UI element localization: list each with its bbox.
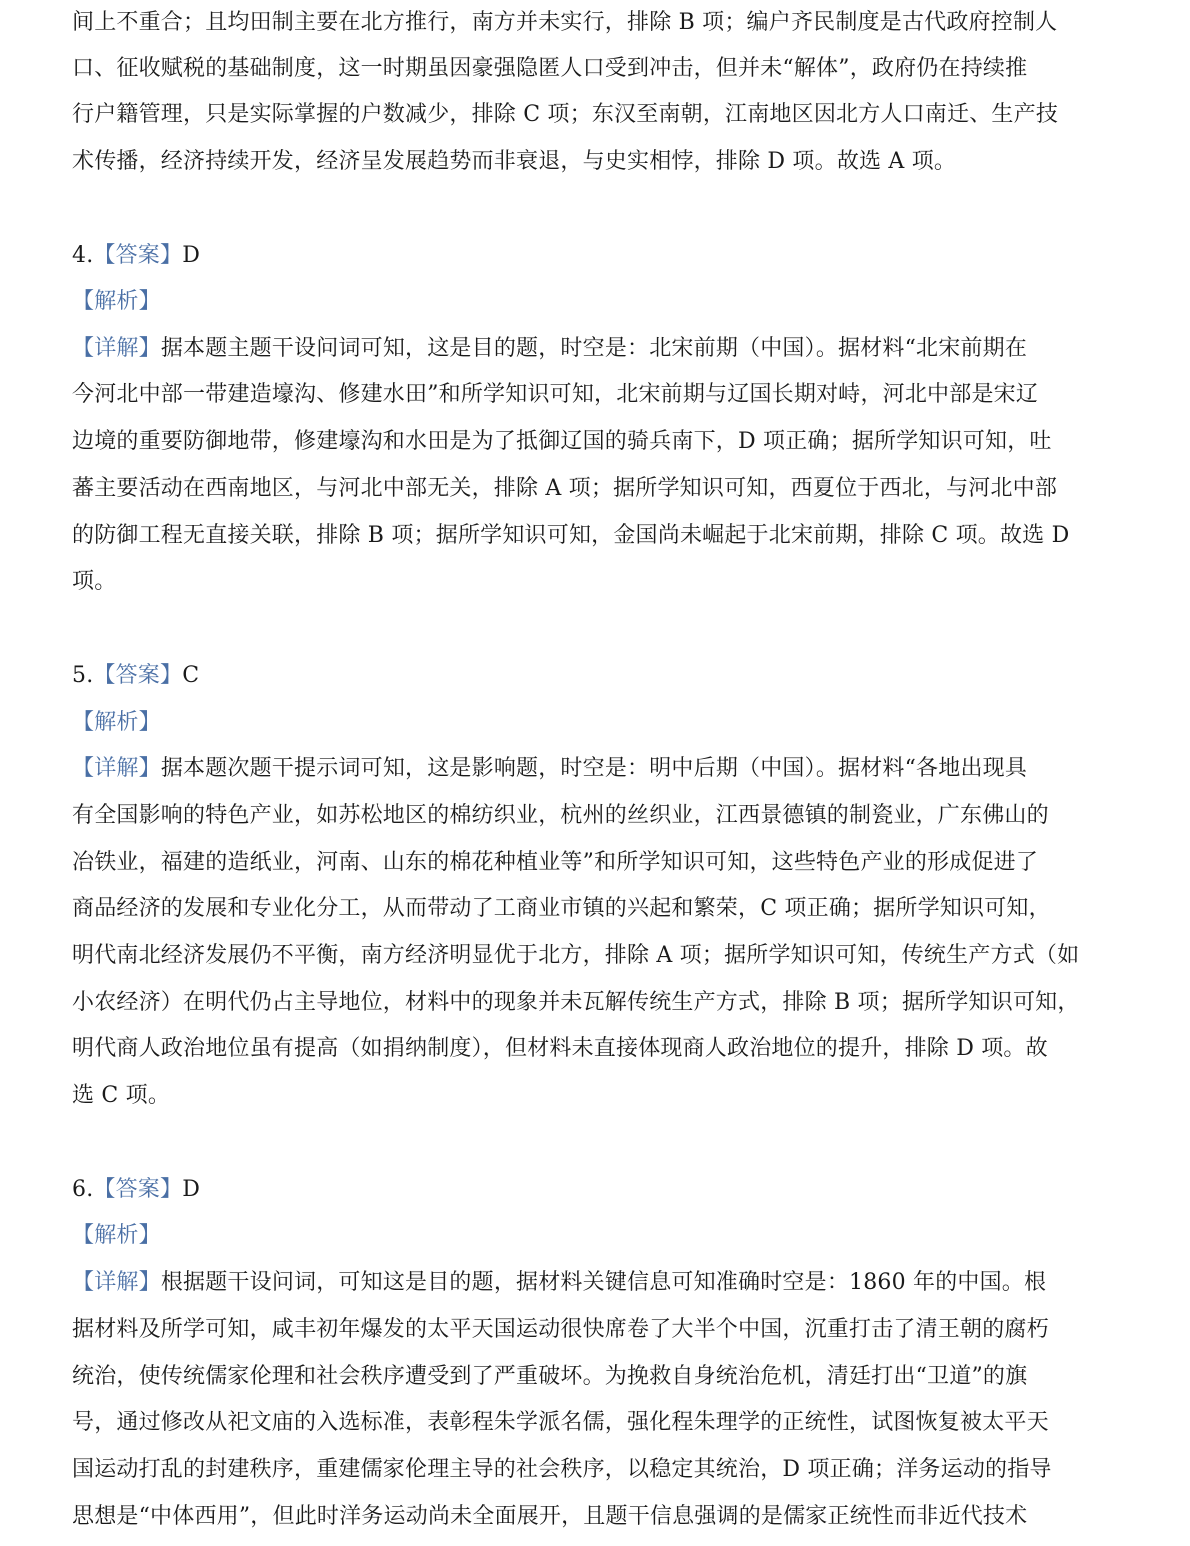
text-line: 统治，使传统儒家伦理和社会秩序遭受到了严重破坏。为挽救自身统治危机，清廷打出“卫道”的旗	[72, 1364, 1028, 1389]
q5-answer-line	[72, 653, 1122, 699]
text-line: 行户籍管理，只是实际掌握的户数减少，排除 C 项；东汉至南朝，江南地区因北方人口南迁、生产技	[72, 102, 1059, 127]
detail-tag: 【详解】	[72, 336, 161, 361]
text-line: 根据题干设问词，可知这是目的题，据材料关键信息可知准确时空是：1860 年的中国。根	[160, 1270, 1047, 1295]
text-line: 口、征收赋税的基础制度，这一时期虽因豪强隐匿人口受到冲击，但并未“解体”，政府仍在持续推	[72, 56, 1028, 81]
answer-tag: 【答案】	[93, 663, 183, 688]
text-line: 国运动打乱的封建秩序，重建儒家伦理主导的社会秩序，以稳定其统治，D 项正确；洋务运动的指导	[72, 1457, 1052, 1482]
q4-answer-line	[72, 233, 1122, 279]
detail-tag: 【详解】	[72, 756, 161, 781]
text-line: 冶铁业，福建的造纸业，河南、山东的棉花种植业等”和所学知识可知，这些特色产业的形成促进了	[72, 850, 1039, 875]
answer-tag: 【答案】	[93, 1177, 183, 1202]
q5-analysis-line	[72, 700, 1122, 746]
q6-answer-line	[72, 1167, 1122, 1213]
q4-analysis-line	[72, 279, 1122, 325]
text-line: 今河北中部一带建造壕沟、修建水田”和所学知识可知，北宋前期与辽国长期对峙，河北中部是宋辽	[72, 382, 1039, 407]
answer-value: C	[182, 663, 200, 688]
text-line: 思想是“中体西用”，但此时洋务运动尚未全面展开，且题干信息强调的是儒家正统性而非近代技术	[72, 1504, 1028, 1529]
question-number: 5.	[72, 663, 94, 688]
text-line: 明代商人政治地位虽有提高（如捐纳制度），但材料未直接体现商人政治地位的提升，排除 D 项。故	[72, 1036, 1048, 1061]
analysis-tag: 【解析】	[72, 1223, 161, 1248]
analysis-tag: 【解析】	[72, 710, 161, 735]
text-line: 间上不重合；且均田制主要在北方推行，南方并未实行，排除 B 项；编户齐民制度是古代政府控制人	[72, 10, 1058, 35]
text-line: 蕃主要活动在西南地区，与河北中部无关，排除 A 项；据所学知识可知，西夏位于西北，与河北中部	[72, 476, 1058, 501]
question-number: 6.	[72, 1177, 94, 1202]
text-line: 边境的重要防御地带，修建壕沟和水田是为了抵御辽国的骑兵南下，D 项正确；据所学知识可知，吐	[72, 429, 1052, 454]
answer-value: D	[182, 243, 201, 268]
text-line: 商品经济的发展和专业化分工，从而带动了工商业市镇的兴起和繁荣，C 项正确；据所学知识可知，	[72, 896, 1051, 921]
text-line: 据材料及所学可知，咸丰初年爆发的太平天国运动很快席卷了大半个中国，沉重打击了清王朝的腐朽	[72, 1317, 1049, 1342]
answer-value: D	[182, 1177, 201, 1202]
detail-tag: 【详解】	[72, 1270, 161, 1295]
text-line: 选 C 项。	[72, 1083, 171, 1108]
q6-detail-line	[72, 1260, 1122, 1306]
question-number: 4.	[72, 243, 94, 268]
text-line: 的防御工程无直接关联，排除 B 项；据所学知识可知，金国尚未崛起于北宋前期，排除 C 项。故选 D	[72, 523, 1070, 548]
text-line: 号，通过修改从祀文庙的入选标准，表彰程朱学派名儒，强化程朱理学的正统性，试图恢复被太平天	[72, 1410, 1049, 1435]
text-line: 据本题次题干提示词可知，这是影响题，时空是：明中后期（中国）。据材料“各地出现具	[160, 756, 1028, 781]
analysis-tag: 【解析】	[72, 289, 161, 314]
text-line: 有全国影响的特色产业，如苏松地区的棉纺织业，杭州的丝织业，江西景德镇的制瓷业，广东佛山的	[72, 803, 1049, 828]
q6-analysis-line	[72, 1213, 1122, 1259]
text-line: 据本题主题干设问词可知，这是目的题，时空是：北宋前期（中国）。据材料“北宋前期在	[160, 336, 1028, 361]
text-line: 术传播，经济持续开发，经济呈发展趋势而非衰退，与史实相悖，排除 D 项。故选 A 项。	[72, 149, 957, 174]
text-line: 明代南北经济发展仍不平衡，南方经济明显优于北方，排除 A 项；据所学知识可知，传统生产方式（如	[72, 943, 1080, 968]
answer-tag: 【答案】	[93, 243, 183, 268]
text-line: 项。	[72, 569, 117, 594]
q4-detail-line	[72, 326, 1122, 372]
q5-detail-line	[72, 746, 1122, 792]
text-line: 小农经济）在明代仍占主导地位，材料中的现象并未瓦解传统生产方式，排除 B 项；据所学知识可知，	[72, 990, 1080, 1015]
